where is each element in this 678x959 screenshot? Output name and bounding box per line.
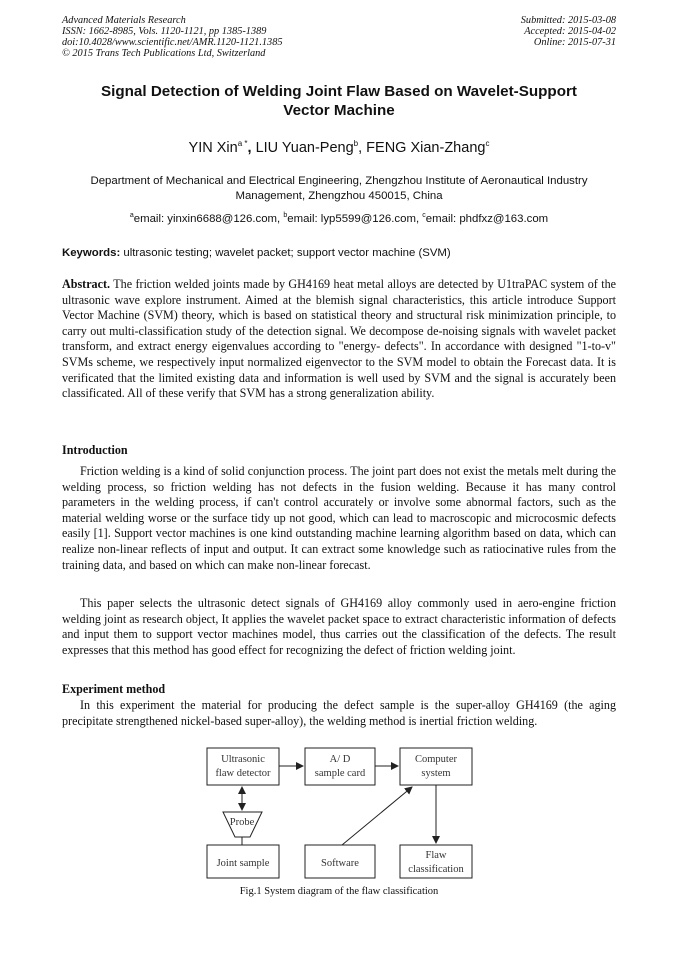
box-probe [223,812,262,837]
box-flaw-label-1: Flaw [425,850,447,861]
box-ultrasonic-label-2: flaw detector [215,768,271,779]
journal-info [62,15,283,59]
author-2: LIU Yuan-Peng [255,140,354,156]
email-marker-b: b [283,212,288,219]
email-c: email: phdfxz@163.com [425,213,549,225]
box-flaw-classification [400,845,472,878]
box-flaw-label-2: classification [408,864,464,875]
introduction-heading: Introduction [62,443,128,457]
email-b: email: lyp5599@126.com, [287,213,423,225]
author-2-marker: b [353,139,359,148]
keywords [62,246,616,261]
email-marker-c: c [422,212,426,219]
abstract-label: Abstract. [62,277,111,291]
doi-line: doi:10.4028/www.scientific.net/AMR.1120-1121.1385 [62,37,283,48]
author-3: FENG Xian-Zhang [366,140,486,156]
online-date: Online: 2015-07-31 [533,37,616,48]
email-marker-a: a [129,212,134,219]
introduction-paragraph-1: Friction welding is a kind of solid conjunction process. The joint part does not exist the metals melt during the welding process, so friction welding has not defects in the fusion welding. Because it has many control parameters in the welding process, if can't control accurately or involve some abnormal factors, such as the material welding worse or the surface tidy up not good, which can lead to macroscopic and microcosmic defects easily [1]. Support vector machines is one kind outstanding machine learning algorithm based on data, which can realize non-linear reflects of input and output. It can extract some knowledge such as ratiocinative rules from the training data, and based on which can make non-linear forecast. [62,464,616,572]
arrow-software-to-computer [342,787,412,845]
keywords-label: Keywords: [62,247,121,259]
introduction-paragraph-2: This paper selects the ultrasonic detect signals of GH4169 alloy commonly used in aero-engine friction welding joint as research object, It applies the wavelet packet space to extract characteristic information of defects and input them to support vector machines model, thus carries out the classification of the defects. The result expresses that this method has good effect for recognizing the defect of friction welding joint. [62,596,616,657]
box-joint-label: Joint sample [216,858,270,869]
title-line-1: Signal Detection of Welding Joint Flaw Based on Wavelet-Support [101,83,577,100]
author-1-marker: a * [237,139,248,148]
figure-caption: Fig.1 System diagram of the flaw classification [239,886,439,897]
paper-title [62,82,616,120]
journal-name: Advanced Materials Research [62,15,186,26]
title-line-2: Vector Machine [283,102,395,119]
experiment-paragraph-1: In this experiment the material for producing the defect sample is the super-alloy GH4169 (the aging precipitate strengthened nickel-based super-alloy), the welding method is inertial friction welding. [62,698,616,728]
affiliation-line-1: Department of Mechanical and Electrical Engineering, Zhengzhou Institute of Aeronautical Industry [90,175,588,187]
email-list [62,208,616,227]
experiment-heading: Experiment method [62,682,166,696]
box-computer-label-1: Computer [415,754,457,765]
accepted-date: Accepted: 2015-04-02 [524,26,616,37]
box-ad-label-2: sample card [314,768,366,779]
email-a: email: yinxin6688@126.com, [133,213,284,225]
box-software-label: Software [321,858,359,869]
box-computer-label-2: system [421,768,451,779]
author-list [62,135,616,157]
box-joint-sample [207,845,279,878]
abstract-text: The friction welded joints made by GH4169 heat metal alloys are detected by U1traPAC system of the ultrasonic wave explore instrument. Aimed at the blemish signal characteristics, this article introduce Support Vector Machine (SVM) theory, which is based on statistical theory and structural risk minimization principle, to carry out multi-classification study of the detection signal. We decompose de-noising signals with wavelet packet transform, and extract energy eigenvalues according to "energy- defects". In accordance with designed "1-to-v" SVMs scheme, we respectively input normalized eigenvector to the SVM model to obtain the Forecast data. It is verificated that the limited existing data and information is well used by SVM and the signal is accurately been classificated. All of these verify that SVM has a strong generalization ability. [62,277,616,401]
keywords-text: ultrasonic testing; wavelet packet; support vector machine (SVM) [120,247,451,259]
author-3-marker: c [485,139,490,148]
affiliation-line-2: Management, Zhengzhou 450015, China [235,190,443,202]
box-ad-label-1: A/ D [329,754,351,765]
copyright-line: © 2015 Trans Tech Publications Ltd, Switzerland [62,48,266,59]
author-1: YIN Xin [188,140,238,156]
dates-info [521,15,616,48]
box-ultrasonic-flaw-detector [207,748,279,785]
box-ultrasonic-label-1: Ultrasonic [221,754,265,765]
affiliation [62,174,616,204]
author-separator: , [358,140,367,156]
submitted-date: Submitted: 2015-03-08 [520,15,616,26]
author-separator: , [247,140,256,156]
box-computer-system [400,748,472,785]
box-software [305,845,375,878]
box-ad-sample-card [305,748,375,785]
system-diagram [190,745,475,880]
issn-line: ISSN: 1662-8985, Vols. 1120-1121, pp 1385-1389 [62,26,267,37]
box-probe-label: Probe [229,817,255,828]
abstract [62,277,616,402]
